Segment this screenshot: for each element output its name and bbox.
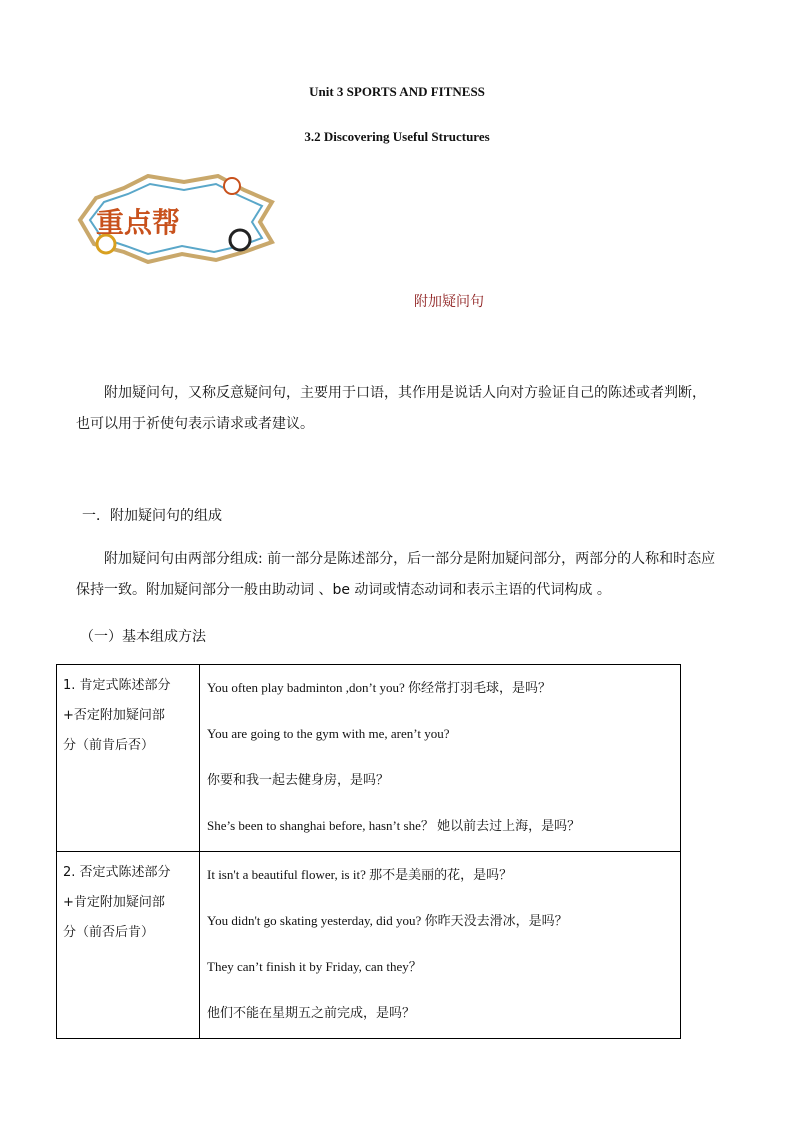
composition-line-2: 保持一致。附加疑问部分一般由助动词 、be 动词或情态动词和表示主语的代词构成 。	[76, 582, 611, 598]
example-line: It isn't a beautiful flower, is it? 那不是美丽的花，是吗？	[207, 867, 513, 883]
logo-text: 重点帮	[96, 206, 181, 239]
rule-cell	[57, 852, 200, 1039]
key-points-logo	[76, 174, 276, 264]
example-line: They can’t finish it by Friday, can they？	[207, 959, 422, 974]
table-row	[57, 852, 681, 1039]
example-line: 他们不能在星期五之前完成，是吗？	[207, 1006, 416, 1021]
example-line: You didn't go skating yesterday, did you? 你昨天没去滑冰，是吗？	[207, 913, 568, 929]
intro-line-2: 也可以用于祈使句表示请求或者建议。	[76, 416, 314, 432]
rule-text: +否定附加疑问部	[63, 708, 165, 723]
examples-cell	[200, 852, 681, 1039]
composition-paragraph	[76, 544, 726, 606]
section-heading: 一．附加疑问句的组成	[82, 508, 222, 524]
table-row	[57, 665, 681, 852]
lesson-title: 3.2 Discovering Useful Structures	[304, 129, 490, 144]
rule-text: 分（前否后肯）	[63, 925, 155, 940]
intro-paragraph	[76, 378, 726, 440]
intro-line-1: 附加疑问句，又称反意疑问句，主要用于口语，其作用是说话人向对方验证自己的陈述或者判断，	[104, 385, 706, 401]
example-line: You often play badminton ,don’t you? 你经常打羽毛球，是吗？	[207, 680, 552, 696]
rules-table	[56, 664, 681, 1039]
rule-text: 1. 肯定式陈述部分	[63, 678, 171, 693]
rule-text: 分（前肯后否）	[63, 738, 155, 753]
rule-cell	[57, 665, 200, 852]
example-line: She’s been to shanghai before, hasn’t she？ 她以前去过上海，是吗？	[207, 818, 581, 834]
composition-line-1: 附加疑问句由两部分组成: 前一部分是陈述部分，后一部分是附加疑问部分，两部分的人称和时态应	[104, 551, 716, 567]
rule-text: +肯定附加疑问部	[63, 895, 165, 910]
examples-cell	[200, 665, 681, 852]
unit-title: Unit 3 SPORTS AND FITNESS	[309, 84, 485, 99]
example-line: 你要和我一起去健身房，是吗？	[207, 773, 390, 788]
example-line: You are going to the gym with me, aren’t you?	[207, 726, 450, 741]
rule-text: 2. 否定式陈述部分	[63, 865, 171, 880]
topic-title: 附加疑问句	[414, 294, 484, 310]
subsection-heading: （一）基本组成方法	[80, 629, 206, 645]
